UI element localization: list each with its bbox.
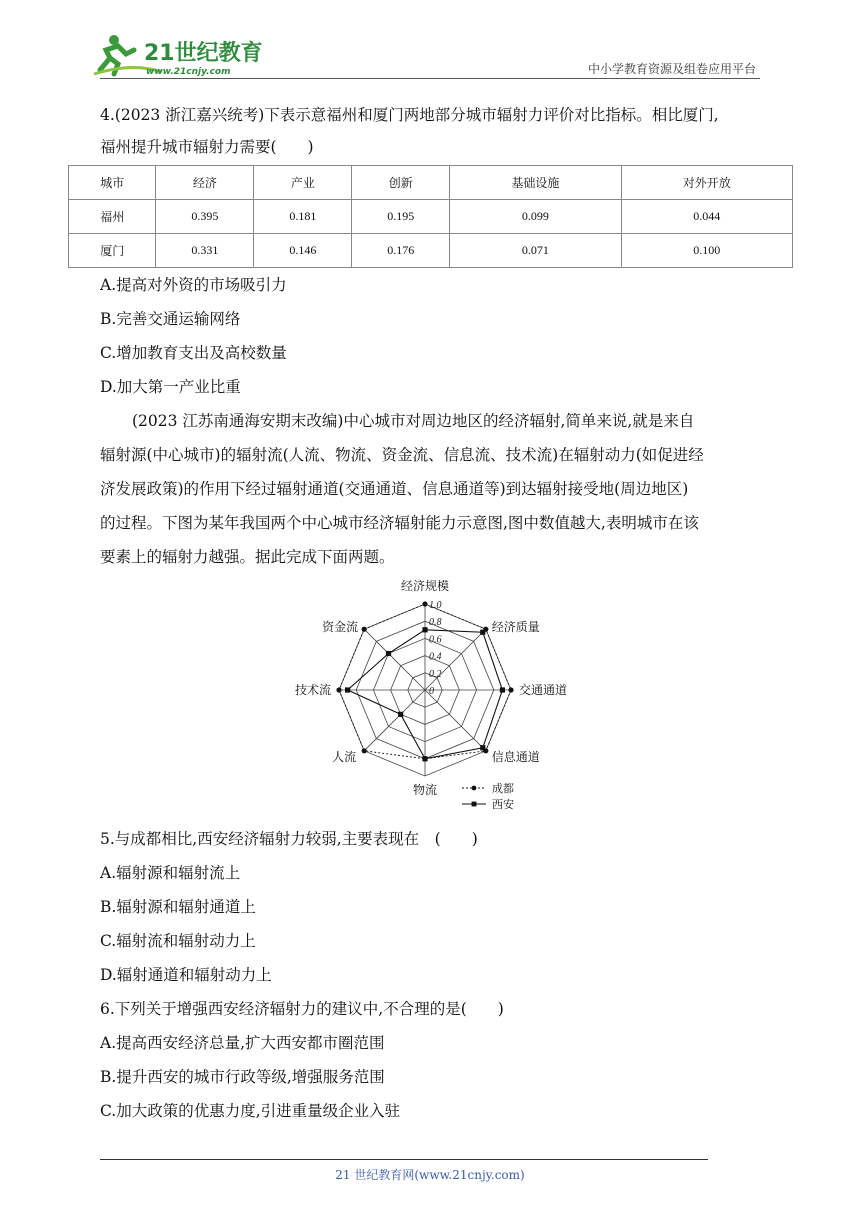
- q4-option-d: D.加大第一产业比重: [100, 378, 241, 396]
- q5-option-d: D.辐射通道和辐射动力上: [100, 966, 272, 984]
- q6-option-b: B.提升西安的城市行政等级,增强服务范围: [100, 1068, 385, 1086]
- header-divider: [100, 78, 760, 79]
- q5-option-c: C.辐射流和辐射动力上: [100, 932, 256, 950]
- table-cell: 0.176: [352, 234, 450, 268]
- table-cell: 福州: [69, 200, 156, 234]
- data-point: [345, 687, 350, 692]
- passage-line: 要素上的辐射力越强。据此完成下面两题。: [100, 548, 395, 566]
- table-header-cell: 对外开放: [621, 166, 792, 200]
- table-cell: 0.071: [450, 234, 621, 268]
- tick-label: 0.8: [429, 617, 442, 629]
- legend-label: 西安: [492, 798, 514, 811]
- table-header-cell: 经济: [156, 166, 254, 200]
- data-point: [422, 627, 427, 632]
- q4-option-a: A.提高对外资的市场吸引力: [100, 276, 287, 294]
- data-point: [362, 748, 367, 753]
- q6-option-a: A.提高西安经济总量,扩大西安都市圈范围: [100, 1034, 385, 1052]
- tick-label: 0.4: [429, 651, 442, 663]
- axis-label: 信息通道: [491, 749, 540, 764]
- table-cell: 0.395: [156, 200, 254, 234]
- q4-table: [68, 165, 793, 268]
- data-point: [386, 651, 391, 656]
- data-point: [500, 687, 505, 692]
- table-header-cell: 城市: [69, 166, 156, 200]
- table-header-cell: 基础设施: [450, 166, 621, 200]
- data-point: [336, 687, 341, 692]
- q4-stem-line2: 福州提升城市辐射力需要( ): [100, 138, 314, 156]
- passage-line: 济发展政策)的作用下经过辐射通道(交通通道、信息通道等)到达辐射接受地(周边地区): [100, 480, 689, 498]
- q5-option-a: A.辐射源和辐射流上: [100, 864, 241, 882]
- data-point: [398, 712, 403, 717]
- tick-label: 1.0: [429, 600, 442, 611]
- legend-marker: [472, 786, 477, 791]
- legend-marker: [472, 802, 477, 807]
- tick-label: 0.6: [429, 634, 442, 646]
- footer-text: 21 世纪教育网(www.21cnjy.com): [335, 1168, 525, 1182]
- q6-stem: 6.下列关于增强西安经济辐射力的建议中,不合理的是( ): [100, 1000, 504, 1018]
- table-cell: 0.044: [621, 200, 792, 234]
- legend-label: 成都: [492, 782, 514, 795]
- table-header-row: [69, 166, 793, 200]
- footer-divider: [100, 1159, 708, 1160]
- q4-option-c: C.增加教育支出及高校数量: [100, 344, 287, 362]
- table-cell: 0.146: [254, 234, 352, 268]
- data-point: [422, 756, 427, 761]
- tick-label: 0.2: [429, 668, 442, 680]
- q4-option-b: B.完善交通运输网络: [100, 310, 241, 328]
- axis-label: 物流: [412, 783, 438, 797]
- passage-line: 的过程。下图为某年我国两个中心城市经济辐射能力示意图,图中数值越大,表明城市在该: [100, 514, 699, 532]
- logo-text: 21世纪教育: [144, 41, 263, 66]
- data-point: [362, 627, 367, 632]
- axis-label: 交通通道: [519, 683, 568, 697]
- axis-label: 经济质量: [491, 620, 540, 635]
- q4-stem-line1: 4.(2023 浙江嘉兴统考)下表示意福州和厦门两地部分城市辐射力评价对比指标。相比厦门,: [100, 106, 719, 124]
- logo-subtext: www.21cnjy.com: [146, 67, 231, 77]
- table-header-cell: 创新: [352, 166, 450, 200]
- table-cell: 0.100: [621, 234, 792, 268]
- q6-option-c: C.加大政策的优惠力度,引进重量级企业入驻: [100, 1102, 401, 1120]
- tick-label: 0: [429, 686, 434, 697]
- axis-label: 人流: [332, 749, 357, 764]
- data-point: [508, 687, 513, 692]
- platform-name: 中小学教育资源及组卷应用平台: [587, 62, 756, 76]
- table-cell: 0.331: [156, 234, 254, 268]
- data-point: [422, 601, 427, 606]
- q5-stem: 5.与成都相比,西安经济辐射力较弱,主要表现在 ( ): [100, 830, 478, 848]
- table-row: [69, 200, 793, 234]
- data-point: [480, 630, 485, 635]
- q5-option-b: B.辐射源和辐射通道上: [100, 898, 256, 916]
- passage-line: 辐射源(中心城市)的辐射流(人流、物流、资金流、信息流、技术流)在辐射动力(如促进经: [100, 446, 704, 464]
- table-cell: 厦门: [69, 234, 156, 268]
- data-point: [480, 745, 485, 750]
- table-header-cell: 产业: [254, 166, 352, 200]
- table-cell: 0.181: [254, 200, 352, 234]
- table-cell: 0.099: [450, 200, 621, 234]
- table-row: [69, 234, 793, 268]
- passage-line: (2023 江苏南通海安期末改编)中心城市对周边地区的经济辐射,简单来说,就是来自: [132, 412, 695, 430]
- radar-chart: [280, 572, 590, 812]
- table-cell: 0.195: [352, 200, 450, 234]
- axis-label: 经济规模: [400, 579, 450, 593]
- site-logo: [92, 32, 272, 78]
- axis-label: 技术流: [294, 683, 331, 697]
- axis-label: 资金流: [322, 620, 359, 635]
